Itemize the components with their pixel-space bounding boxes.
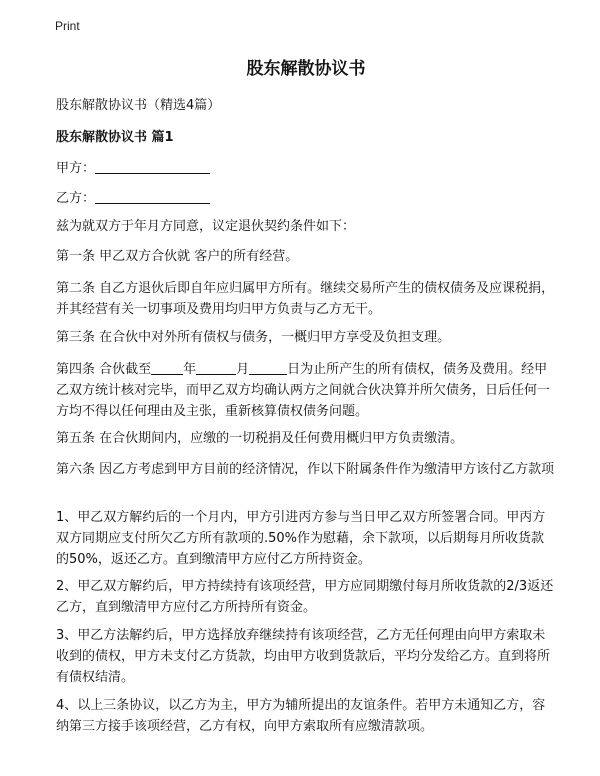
- article-4-rest: 日为止所产生的所有债权，债务及费用。经甲乙双方统计核对完毕，而甲乙双方均确认两方之间就合伙决算并所欠债务，日后任何一方均不得以任何理由及主张，重新核算债权债务问题。: [56, 362, 551, 419]
- document-subtitle: 股东解散协议书（精选4篇）: [56, 98, 221, 113]
- article-2: 第二条 自乙方退伙后即自年应归属甲方所有。继续交易所产生的债权债务及应课税捐，并其经营有关一切事项及费用均归甲方负责与乙方无干。: [56, 281, 555, 317]
- party-a-label: 甲方：: [56, 161, 96, 176]
- party-b-label: 乙方：: [56, 191, 96, 206]
- document-title: 股东解散协议书: [246, 59, 366, 79]
- print-link[interactable]: Print: [55, 19, 80, 33]
- article-3: 第三条 在合伙中对外所有债权与债务，一概归甲方享受及负担支理。: [56, 330, 451, 345]
- article-4-blank-day: [249, 362, 287, 375]
- intro-paragraph: 兹为就双方于年月方同意，议定退伙契约条件如下：: [56, 219, 356, 234]
- article-4-blank-year: [151, 362, 183, 375]
- party-b-blank: [95, 191, 210, 204]
- clause-item-4: 4、以上三条协议，以乙方为主，甲方为辅所提出的友谊条件。若甲方未通知乙方，容纳第三方接手该项经营，乙方有权，向甲方索取所有应缴清款项。: [56, 698, 546, 734]
- party-a-field: [56, 157, 210, 176]
- clause-item-1: 1、甲乙双方解约后的一个月内，甲方引进丙方参与当日甲乙双方所签署合同。甲丙方双方同期应支付所欠乙方所有款项的.50%作为慰藉，余下款项，以后期每月所收货款的50%，返还乙方。直到缴清甲方应付乙方所持资金。: [56, 510, 546, 567]
- article-1: 第一条 甲乙双方合伙就 客户的所有经营。: [56, 249, 299, 264]
- section-title: 股东解散协议书 篇1: [56, 130, 174, 145]
- clause-item-2: 2、甲乙双方解约后，甲方持续持有该项经营，甲方应同期缴付每月所收货款的2/3返还乙方，直到缴清甲方应付乙方所持所有资金。: [56, 579, 554, 615]
- article-4-prefix: 第四条 合伙截至: [56, 362, 152, 377]
- article-5: 第五条 在合伙期间内，应缴的一切税捐及任何费用概归甲方负责缴清。: [56, 431, 464, 446]
- party-b-field: [56, 187, 210, 206]
- clause-item-3: 3、甲乙方法解约后，甲方选择放弃继续持有该项经营，乙方无任何理由向甲方索取未收到的债权，甲方未支付乙方货款，均由甲方收到货款后，平均分发给乙方。直到将所有债权结清。: [56, 628, 551, 685]
- article-4: [56, 359, 556, 422]
- article-4-month-label: 月: [236, 362, 250, 377]
- article-4-year-label: 年: [183, 362, 197, 377]
- party-a-blank: [95, 161, 210, 174]
- article-4-blank-month: [196, 362, 236, 375]
- article-6: 第六条 因乙方考虑到甲方目前的经济情况，作以下附属条件作为缴清甲方该付乙方款项: [56, 462, 555, 477]
